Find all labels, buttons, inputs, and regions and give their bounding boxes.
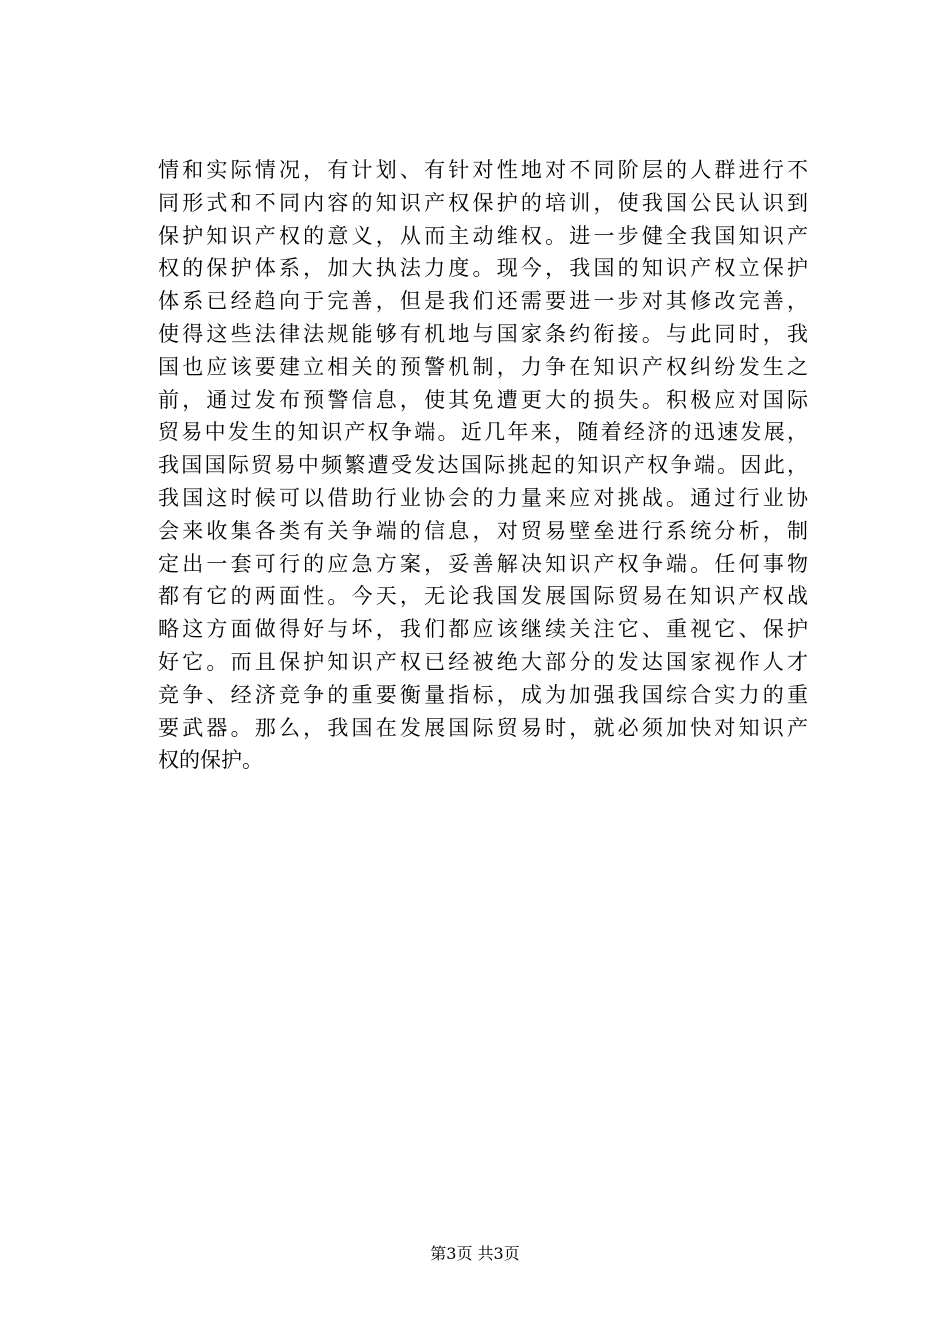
text-line: 好它。而且保护知识产权已经被绝大部分的发达国家视作人才 <box>158 649 808 674</box>
body-paragraph <box>158 154 808 777</box>
text-line: 使得这些法律法规能够有机地与国家条约衔接。与此同时，我 <box>158 321 808 346</box>
text-line: 同形式和不同内容的知识产权保护的培训，使我国公民认识到 <box>158 190 808 215</box>
text-line: 会来收集各类有关争端的信息，对贸易壁垒进行系统分析，制 <box>158 518 808 543</box>
text-line: 权的保护体系，加大执法力度。现今，我国的知识产权立保护 <box>158 256 808 281</box>
text-line: 我国国际贸易中频繁遭受发达国际挑起的知识产权争端。因此， <box>158 453 808 478</box>
text-line: 保护知识产权的意义，从而主动维权。进一步健全我国知识产 <box>158 223 808 248</box>
text-line: 竞争、经济竞争的重要衡量指标，成为加强我国综合实力的重 <box>158 682 808 707</box>
text-line: 国也应该要建立相关的预警机制，力争在知识产权纠纷发生之 <box>158 354 808 379</box>
text-line: 贸易中发生的知识产权争端。近几年来，随着经济的迅速发展， <box>158 420 808 445</box>
page-number-footer: 第3页 共3页 <box>430 1244 520 1263</box>
text-line: 前，通过发布预警信息，使其免遭更大的损失。积极应对国际 <box>158 387 808 412</box>
text-line: 情和实际情况，有计划、有针对性地对不同阶层的人群进行不 <box>158 158 808 182</box>
text-line: 权的保护。 <box>158 748 263 773</box>
text-line: 略这方面做得好与坏，我们都应该继续关注它、重视它、保护 <box>158 617 808 642</box>
text-line: 要武器。那么，我国在发展国际贸易时，就必须加快对知识产 <box>158 715 808 740</box>
text-line: 我国这时候可以借助行业协会的力量来应对挑战。通过行业协 <box>158 485 808 510</box>
text-line: 定出一套可行的应急方案，妥善解决知识产权争端。任何事物 <box>158 551 808 576</box>
text-line: 都有它的两面性。今天，无论我国发展国际贸易在知识产权战 <box>158 584 808 609</box>
text-line: 体系已经趋向于完善，但是我们还需要进一步对其修改完善， <box>158 289 808 314</box>
